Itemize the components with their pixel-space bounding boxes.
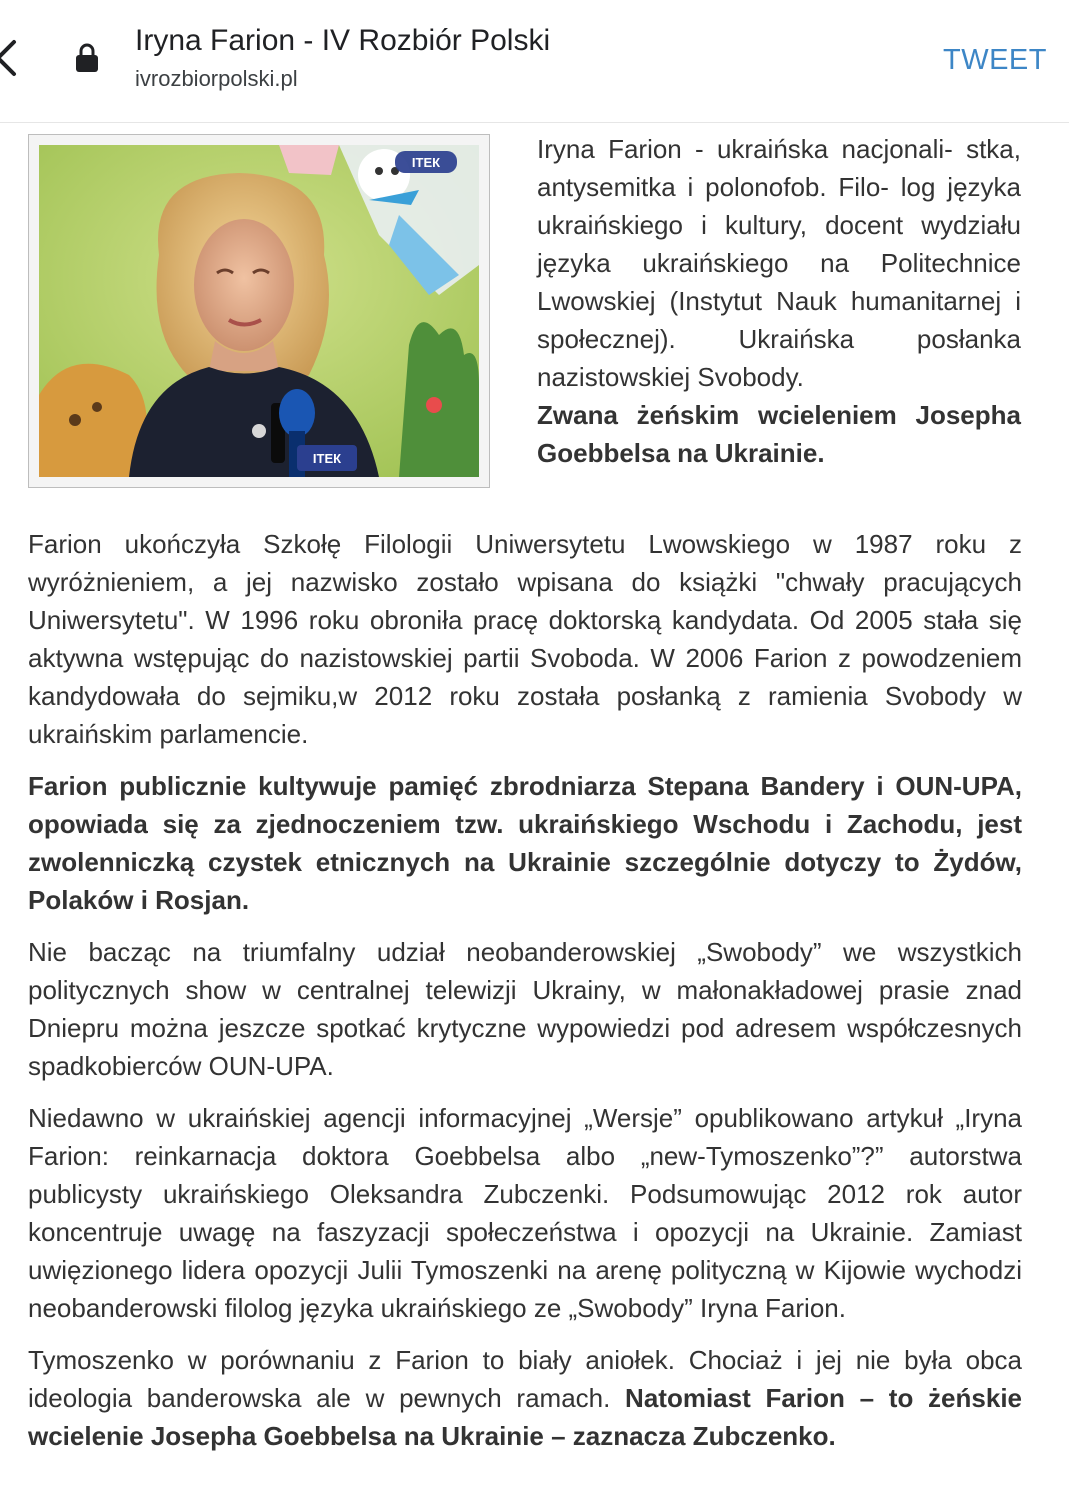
intro-text	[537, 130, 1021, 472]
photo-illustration	[39, 145, 479, 477]
tweet-button[interactable]: TWEET	[943, 44, 1047, 76]
lock-icon	[74, 42, 100, 74]
article-paragraph-3: Nie bacząc na triumfalny udział neobanderowskiej „Swobody” we wszystkich politycznych show w centralnej telewizji Ukrainy, w małonakładowej prasie znad Dniepru można jeszcze spotkać krytyczne wypowiedzi pod adresem współczesnych spadkobierców OUN-UPA.	[28, 937, 1022, 1081]
article-paragraph-2: Farion publicznie kultywuje pamięć zbrodniarza Stepana Bandery i OUN-UPA, opowiada się za zjednoczeniem tzw. ukraińskiego Wschodu i Zachodu, jest zwolenniczką czystek etnicznych na Ukrainie szczególnie dotyczy to Żydów, Polaków i Rosjan.	[28, 771, 1022, 915]
back-arrow-icon[interactable]	[0, 36, 32, 80]
intro-bold-paragraph: Zwana żeńskim wcieleniem Josepha Goebbelsa na Ukrainie.	[537, 400, 1021, 468]
intro-paragraph: Iryna Farion - ukraińska nacjonali- stka, antysemitka i polonofob. Filo- log języka ukraińskiego i kultury, docent wydziału języka ukraińskiego na Politechnice Lwowskiej (Instytut Nauk humanitarnej i społecznej). Ukraińska posłanka nazistowskiej Svobody.	[537, 134, 1021, 392]
article-paragraph-5-bold: Natomiast Farion – to żeńskie wcielenie Josepha Goebbelsa na Ukrainie – zaznacza Zubczenko.	[28, 1383, 1022, 1451]
article-paragraph-5-text: Tymoszenko w porównaniu z Farion to biały aniołek. Chociaż i jej nie była obca ideologia banderowska ale w pewnych ramach.	[28, 1345, 1022, 1413]
article-paragraph-1: Farion ukończyła Szkołę Filologii Uniwersytetu Lwowskiego w 1987 roku z wyróżnieniem, a jej nazwisko zostało wpisana do książki "chwały pracujących Uniwersytetu". W 1996 roku obroniła pracę doktorską kandydata. Od 2005 stała się aktywna wstępując do nazistowskiej partii Svoboda. W 2006 Farion z powodzeniem kandydowała do sejmiku,w 2012 roku została posłanką z ramienia Svobody w ukraińskim parlamencie.	[28, 529, 1022, 749]
article-body	[28, 525, 1022, 1469]
article-photo[interactable]	[39, 145, 479, 477]
article-paragraph-4: Niedawno w ukraińskiej agencji informacyjnej „Wersje” opublikowano artykuł „Iryna Farion: reinkarnacja doktora Goebbelsa albo „new-Tymoszenko”?” autorstwa publicysty ukraińskiego Oleksandra Zubczenki. Podsumowując 2012 rok autor koncentruje uwagę na faszyzacji społeczeństwa i opozycji na Ukrainie. Zamiast uwięzionego lidera opozycji Julii Tymoszenki na arenę polityczną w Kijowie wychodzi neobanderowski filolog języka ukraińskiego ze „Swobody” Iryna Farion.	[28, 1103, 1022, 1323]
article-photo-frame	[28, 134, 490, 488]
page-title: Iryna Farion - IV Rozbiór Polski	[135, 24, 551, 57]
article-paragraph-5	[28, 1341, 1022, 1455]
mic-badge-text: ІТЕК	[312, 451, 342, 466]
top-bar	[0, 0, 1069, 123]
channel-logo-text: ІТЕК	[411, 155, 441, 170]
page-domain: ivrozbiorpolski.pl	[135, 66, 298, 91]
